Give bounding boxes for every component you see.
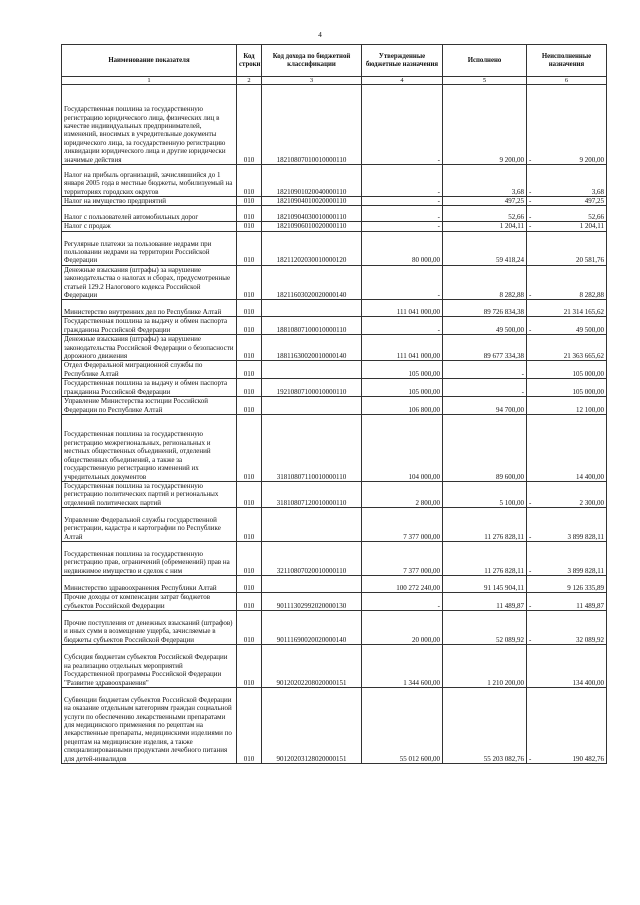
- row-remaining: [527, 197, 607, 206]
- table-row: [62, 206, 607, 222]
- table-row: [62, 231, 607, 265]
- remaining-value: 190 482,76: [572, 754, 604, 763]
- remaining-value: 105 000,00: [572, 369, 604, 378]
- remaining-sign: -: [529, 601, 532, 610]
- table-body: [62, 85, 607, 764]
- row-executed: 52,66: [443, 206, 527, 222]
- header-approved: Утвержденные бюджетные назначения: [362, 45, 443, 77]
- row-name: Налог с пользователей автомобильных дорог: [62, 206, 237, 222]
- row-income-code: 18210904030010000110: [262, 206, 362, 222]
- row-name: Налог с продаж: [62, 222, 237, 231]
- row-income-code: 18811630020010000140: [262, 335, 362, 361]
- table-row: [62, 397, 607, 415]
- row-remaining: [527, 576, 607, 593]
- row-executed: 1 210 200,00: [443, 644, 527, 687]
- remaining-value: 9 126 335,89: [567, 583, 604, 592]
- row-executed: 94 700,00: [443, 397, 527, 415]
- row-income-code: 90120202208020000151: [262, 644, 362, 687]
- page-number: 4: [318, 30, 322, 39]
- remaining-value: 2 300,00: [579, 498, 604, 507]
- row-approved: -: [362, 85, 443, 165]
- row-line-code: 010: [237, 414, 262, 481]
- table-row: [62, 197, 607, 206]
- row-line-code: 010: [237, 397, 262, 415]
- row-executed: 11 489,87: [443, 593, 527, 611]
- row-income-code: [262, 300, 362, 317]
- row-remaining: [527, 508, 607, 542]
- remaining-value: 1 204,11: [579, 222, 604, 231]
- remaining-sign: -: [529, 197, 532, 205]
- row-remaining: [527, 481, 607, 507]
- remaining-value: 12 100,00: [576, 405, 604, 414]
- remaining-sign: -: [529, 222, 532, 231]
- row-name: Государственная пошлина за государственную регистрацию политических партий и региональных отделений политических партий: [62, 481, 237, 507]
- remaining-value: 3 899 828,11: [567, 532, 604, 541]
- row-name: Министерство внутренних дел по Республике Алтай: [62, 300, 237, 317]
- row-approved: -: [362, 206, 443, 222]
- row-line-code: 010: [237, 361, 262, 379]
- row-remaining: [527, 222, 607, 231]
- row-line-code: 010: [237, 317, 262, 335]
- row-approved: -: [362, 265, 443, 300]
- budget-table: [61, 44, 607, 764]
- row-income-code: [262, 576, 362, 593]
- row-name: Налог на имущество предприятий: [62, 197, 237, 206]
- table-row: [62, 593, 607, 611]
- row-approved: 1 344 600,00: [362, 644, 443, 687]
- row-executed: 11 276 828,11: [443, 542, 527, 576]
- header-remaining: Неисполненные назначения: [527, 45, 607, 77]
- column-number: 5: [443, 77, 527, 85]
- column-number-row: [62, 77, 607, 85]
- row-approved: 105 000,00: [362, 379, 443, 397]
- remaining-value: 497,25: [584, 197, 604, 205]
- row-remaining: [527, 231, 607, 265]
- row-income-code: 90111690020020000140: [262, 610, 362, 644]
- table-row: [62, 265, 607, 300]
- row-remaining: [527, 361, 607, 379]
- row-approved: 2 800,00: [362, 481, 443, 507]
- row-income-code: [262, 361, 362, 379]
- row-executed: 89 726 834,38: [443, 300, 527, 317]
- row-line-code: 010: [237, 610, 262, 644]
- row-income-code: 18211603020020000140: [262, 265, 362, 300]
- row-executed: 3,68: [443, 165, 527, 197]
- header-row: [62, 45, 607, 77]
- table-row: [62, 300, 607, 317]
- remaining-sign: -: [529, 213, 532, 221]
- row-line-code: 010: [237, 85, 262, 165]
- row-name: Управление Министерства юстиции Российской Федерации по Республике Алтай: [62, 397, 237, 415]
- row-remaining: [527, 687, 607, 763]
- table-row: [62, 85, 607, 165]
- row-income-code: 18810807100010000110: [262, 317, 362, 335]
- remaining-value: 20 581,76: [576, 256, 604, 265]
- header-line-code: Код строки: [237, 45, 262, 77]
- row-name: Управление Федеральной службы государственной регистрации, кадастра и картографии по Республике Алтай: [62, 508, 237, 542]
- table-row: [62, 542, 607, 576]
- row-income-code: 31810807110010000110: [262, 414, 362, 481]
- row-executed: 11 276 828,11: [443, 508, 527, 542]
- row-executed: 1 204,11: [443, 222, 527, 231]
- row-approved: -: [362, 165, 443, 197]
- table-row: [62, 379, 607, 397]
- remaining-sign: -: [529, 566, 532, 575]
- row-remaining: [527, 206, 607, 222]
- remaining-value: 3,68: [591, 187, 604, 196]
- table-row: [62, 414, 607, 481]
- row-income-code: 19210807100010000110: [262, 379, 362, 397]
- remaining-sign: -: [529, 291, 532, 300]
- row-remaining: [527, 542, 607, 576]
- row-approved: -: [362, 317, 443, 335]
- row-remaining: [527, 593, 607, 611]
- row-executed: 9 200,00: [443, 85, 527, 165]
- row-approved: 105 000,00: [362, 361, 443, 379]
- row-executed: 91 145 904,11: [443, 576, 527, 593]
- row-executed: -: [443, 361, 527, 379]
- row-executed: 497,25: [443, 197, 527, 206]
- row-name: Прочие поступления от денежных взысканий (штрафов) и иных сумм в возмещение ущерба, зачисляемые в бюджеты субъектов Российской Федерации: [62, 610, 237, 644]
- table-row: [62, 644, 607, 687]
- row-remaining: [527, 610, 607, 644]
- row-income-code: 18210901020040000110: [262, 165, 362, 197]
- row-name: Денежные взыскания (штрафы) за нарушение законодательства о налогах и сборах, предусмотренные статьей 129.2 Налогового кодекса Российской Федерации: [62, 265, 237, 300]
- row-name: Налог на прибыль организаций, зачислявшийся до 1 января 2005 года в местные бюджеты, мобилизуемый на территориях городских округов: [62, 165, 237, 197]
- row-line-code: 010: [237, 300, 262, 317]
- header-indicator-name: Наименование показателя: [62, 45, 237, 77]
- row-line-code: 010: [237, 593, 262, 611]
- row-line-code: 010: [237, 687, 262, 763]
- row-approved: 111 041 000,00: [362, 335, 443, 361]
- row-line-code: 010: [237, 335, 262, 361]
- row-income-code: 18210904010020000110: [262, 197, 362, 206]
- row-remaining: [527, 379, 607, 397]
- row-income-code: [262, 508, 362, 542]
- row-executed: 49 500,00: [443, 317, 527, 335]
- row-executed: 5 100,00: [443, 481, 527, 507]
- row-income-code: 32110807020010000110: [262, 542, 362, 576]
- table-row: [62, 165, 607, 197]
- row-line-code: 010: [237, 197, 262, 206]
- row-line-code: 010: [237, 165, 262, 197]
- row-name: Отдел Федеральной миграционной службы по Республике Алтай: [62, 361, 237, 379]
- row-remaining: [527, 317, 607, 335]
- row-approved: 100 272 240,00: [362, 576, 443, 593]
- column-number: 2: [237, 77, 262, 85]
- remaining-value: 49 500,00: [576, 325, 604, 334]
- row-line-code: 010: [237, 481, 262, 507]
- row-name: Государственная пошлина за выдачу и обмен паспорта гражданина Российской Федерации: [62, 379, 237, 397]
- row-executed: 89 677 334,38: [443, 335, 527, 361]
- table-row: [62, 317, 607, 335]
- column-number: 6: [527, 77, 607, 85]
- row-name: Государственная пошлина за государственную регистрацию юридического лица, физических лиц в качестве индивидуальных предпринимателей, изменений, вносимых в учредительные документы юридического лица, за государственную регистрацию ликвидации юридического лица и другие юридически значимые действия: [62, 85, 237, 165]
- row-executed: 55 203 082,76: [443, 687, 527, 763]
- row-approved: 55 012 600,00: [362, 687, 443, 763]
- remaining-value: 21 314 165,62: [563, 308, 604, 317]
- table-row: [62, 361, 607, 379]
- row-name: Государственная пошлина за выдачу и обмен паспорта гражданина Российской Федерации: [62, 317, 237, 335]
- row-name: Государственная пошлина за государственную регистрацию прав, ограничений (обременений) прав на недвижимое имущество и сделок с ним: [62, 542, 237, 576]
- row-approved: 106 800,00: [362, 397, 443, 415]
- remaining-sign: -: [529, 498, 532, 507]
- row-executed: 52 089,92: [443, 610, 527, 644]
- table-row: [62, 335, 607, 361]
- row-income-code: 31810807120010000110: [262, 481, 362, 507]
- row-remaining: [527, 85, 607, 165]
- table-row: [62, 576, 607, 593]
- row-income-code: 18210906010020000110: [262, 222, 362, 231]
- row-line-code: 010: [237, 222, 262, 231]
- row-executed: 89 600,00: [443, 414, 527, 481]
- remaining-sign: -: [529, 754, 532, 763]
- row-name: Субвенции бюджетам субъектов Российской Федерации на оказание отдельным категориям граждан социальной услуги по обеспечению лекарственными препаратами для медицинского применения по рецептам на лекарственные препараты, медицинскими изделиями по рецептам на медицинские изделия, а также специализированными продуктами лечебного питания для детей-инвалидов: [62, 687, 237, 763]
- remaining-value: 11 489,87: [576, 601, 604, 610]
- table-row: [62, 610, 607, 644]
- row-name: Министерство здравоохранения Республики Алтай: [62, 576, 237, 593]
- row-approved: 7 377 000,00: [362, 542, 443, 576]
- row-approved: 7 377 000,00: [362, 508, 443, 542]
- table-row: [62, 222, 607, 231]
- row-income-code: 18210807010010000110: [262, 85, 362, 165]
- remaining-sign: -: [529, 635, 532, 644]
- row-approved: -: [362, 197, 443, 206]
- header-executed: Исполнено: [443, 45, 527, 77]
- row-line-code: 010: [237, 644, 262, 687]
- row-line-code: 010: [237, 508, 262, 542]
- row-remaining: [527, 335, 607, 361]
- row-name: Регулярные платежи за пользование недрами при пользовании недрами на территории Российской Федерации: [62, 231, 237, 265]
- row-income-code: 18211202030010000120: [262, 231, 362, 265]
- row-line-code: 010: [237, 576, 262, 593]
- row-remaining: [527, 397, 607, 415]
- row-executed: 59 418,24: [443, 231, 527, 265]
- table-row: [62, 481, 607, 507]
- remaining-value: 134 400,00: [572, 678, 604, 687]
- row-remaining: [527, 300, 607, 317]
- remaining-value: 105 000,00: [572, 387, 604, 396]
- row-approved: -: [362, 222, 443, 231]
- remaining-sign: -: [529, 155, 532, 164]
- row-remaining: [527, 644, 607, 687]
- column-number: 3: [262, 77, 362, 85]
- remaining-value: 14 400,00: [576, 472, 604, 481]
- row-name: Прочие доходы от компенсации затрат бюджетов субъектов Российской Федерации: [62, 593, 237, 611]
- remaining-sign: -: [529, 187, 532, 196]
- remaining-value: 21 363 665,62: [563, 352, 604, 361]
- row-executed: -: [443, 379, 527, 397]
- row-approved: 80 000,00: [362, 231, 443, 265]
- row-income-code: 90120203128020000151: [262, 687, 362, 763]
- row-remaining: [527, 165, 607, 197]
- row-name: Государственная пошлина за государственную регистрацию межрегиональных, региональных и местных общественных объединений, отделений общественных объединений, а также за государственную регистрацию изменений их учредительных документов: [62, 414, 237, 481]
- remaining-sign: -: [529, 532, 532, 541]
- row-line-code: 010: [237, 542, 262, 576]
- row-approved: 104 000,00: [362, 414, 443, 481]
- header-income-code: Код дохода по бюджетной классификации: [262, 45, 362, 77]
- remaining-value: 3 899 828,11: [567, 566, 604, 575]
- column-number: 4: [362, 77, 443, 85]
- row-line-code: 010: [237, 231, 262, 265]
- row-line-code: 010: [237, 265, 262, 300]
- row-approved: -: [362, 593, 443, 611]
- row-income-code: 90111302992020000130: [262, 593, 362, 611]
- remaining-value: 52,66: [588, 213, 604, 221]
- remaining-value: 32 089,92: [576, 635, 604, 644]
- row-executed: 8 282,88: [443, 265, 527, 300]
- row-approved: 111 041 000,00: [362, 300, 443, 317]
- remaining-value: 9 200,00: [579, 155, 604, 164]
- table-row: [62, 508, 607, 542]
- row-remaining: [527, 414, 607, 481]
- row-name: Денежные взыскания (штрафы) за нарушение законодательства Российской Федерации о безопасности дорожного движения: [62, 335, 237, 361]
- row-line-code: 010: [237, 379, 262, 397]
- row-name: Субсидия бюджетам субъектов Российской Федерации на реализацию отдельных мероприятий Государственной программы Российской Федерации "Развитие здравоохранения": [62, 644, 237, 687]
- row-line-code: 010: [237, 206, 262, 222]
- row-income-code: [262, 397, 362, 415]
- row-approved: 20 000,00: [362, 610, 443, 644]
- row-remaining: [527, 265, 607, 300]
- column-number: 1: [62, 77, 237, 85]
- remaining-value: 8 282,88: [579, 291, 604, 300]
- remaining-sign: -: [529, 325, 532, 334]
- table-row: [62, 687, 607, 763]
